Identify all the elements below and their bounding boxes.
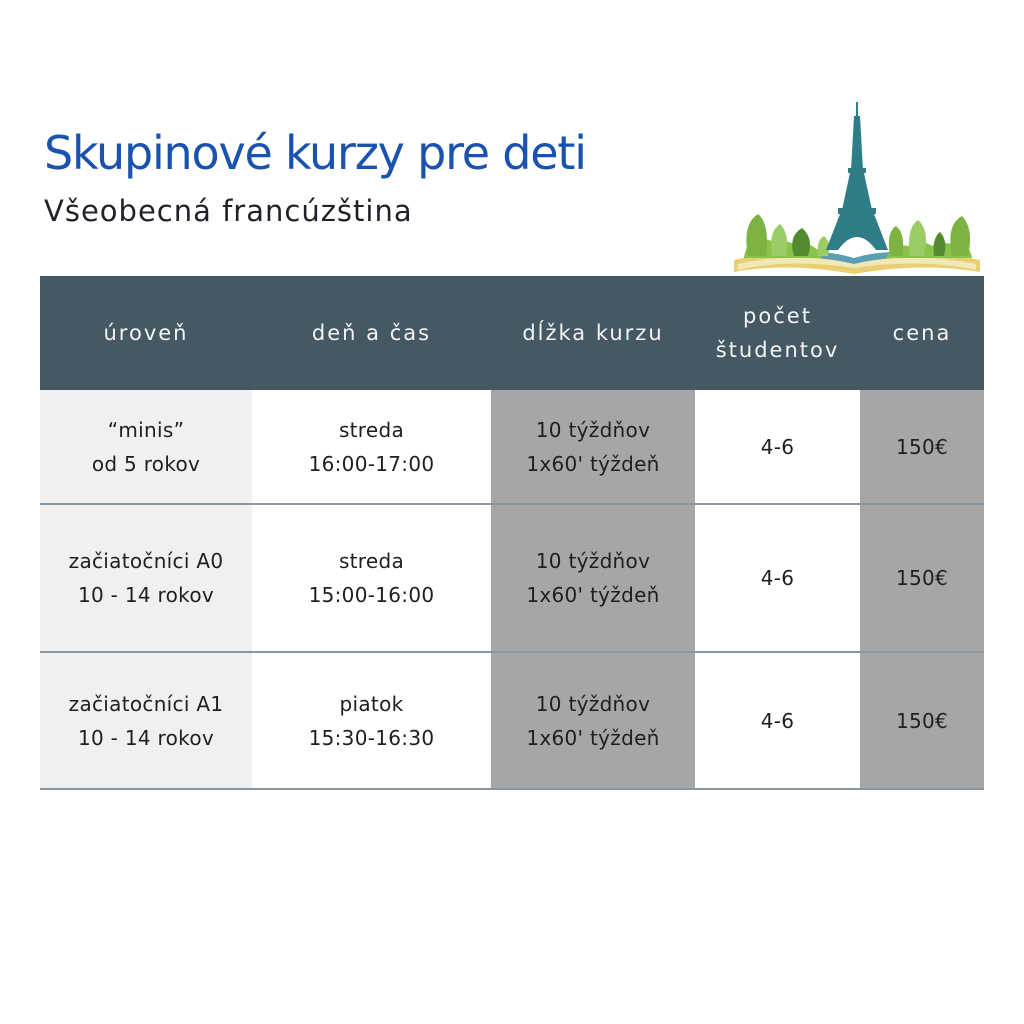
duration-frequency: 1x60' týždeň bbox=[526, 725, 660, 750]
level-age: 10 - 14 rokov bbox=[77, 583, 215, 607]
students-cell: 4-6 bbox=[695, 653, 860, 788]
page-title: Skupinové kurzy pre deti bbox=[44, 126, 586, 180]
header-students-line-1: počet bbox=[743, 304, 812, 328]
level-age: od 5 rokov bbox=[91, 451, 201, 476]
schedule-time: 15:30-16:30 bbox=[308, 725, 435, 750]
schedule-cell bbox=[252, 653, 491, 788]
level-name: začiatočníci A0 bbox=[68, 549, 224, 573]
header-students bbox=[695, 276, 860, 390]
header-students-line-2: študentov bbox=[715, 338, 840, 362]
schedule-time: 16:00-17:00 bbox=[308, 451, 435, 476]
level-cell bbox=[40, 653, 252, 788]
table-row bbox=[40, 653, 984, 790]
schedule-day: piatok bbox=[339, 691, 404, 716]
schedule-day: streda bbox=[338, 417, 405, 442]
price-cell: 150€ bbox=[860, 505, 984, 651]
schedule-time: 15:00-16:00 bbox=[308, 583, 435, 607]
schedule-cell bbox=[252, 390, 491, 503]
header-price: cena bbox=[892, 321, 952, 345]
schedule-day: streda bbox=[338, 549, 405, 573]
level-name: “minis” bbox=[107, 417, 185, 442]
table-row bbox=[40, 505, 984, 653]
students-cell: 4-6 bbox=[695, 505, 860, 651]
duration-cell bbox=[491, 653, 695, 788]
schedule-cell bbox=[252, 505, 491, 651]
duration-cell bbox=[491, 505, 695, 651]
header-level: úroveň bbox=[103, 321, 189, 345]
duration-weeks: 10 týždňov bbox=[535, 417, 651, 442]
duration-frequency: 1x60' týždeň bbox=[526, 583, 660, 607]
duration-cell bbox=[491, 390, 695, 503]
price-cell: 150€ bbox=[860, 653, 984, 788]
course-table bbox=[40, 276, 984, 790]
eiffel-tower-book-icon bbox=[726, 100, 988, 280]
page-subtitle: Všeobecná francúzština bbox=[44, 194, 413, 228]
level-cell bbox=[40, 390, 252, 503]
duration-weeks: 10 týždňov bbox=[535, 549, 651, 573]
level-cell bbox=[40, 505, 252, 651]
table-row bbox=[40, 390, 984, 505]
header-day-time: deň a čas bbox=[311, 321, 432, 345]
level-age: 10 - 14 rokov bbox=[77, 725, 215, 750]
duration-frequency: 1x60' týždeň bbox=[526, 451, 660, 476]
students-cell: 4-6 bbox=[695, 390, 860, 503]
duration-weeks: 10 týždňov bbox=[535, 691, 651, 716]
level-name: začiatočníci A1 bbox=[68, 691, 224, 716]
header-duration: dĺžka kurzu bbox=[522, 321, 664, 345]
table-header bbox=[40, 276, 984, 390]
price-cell: 150€ bbox=[860, 390, 984, 503]
